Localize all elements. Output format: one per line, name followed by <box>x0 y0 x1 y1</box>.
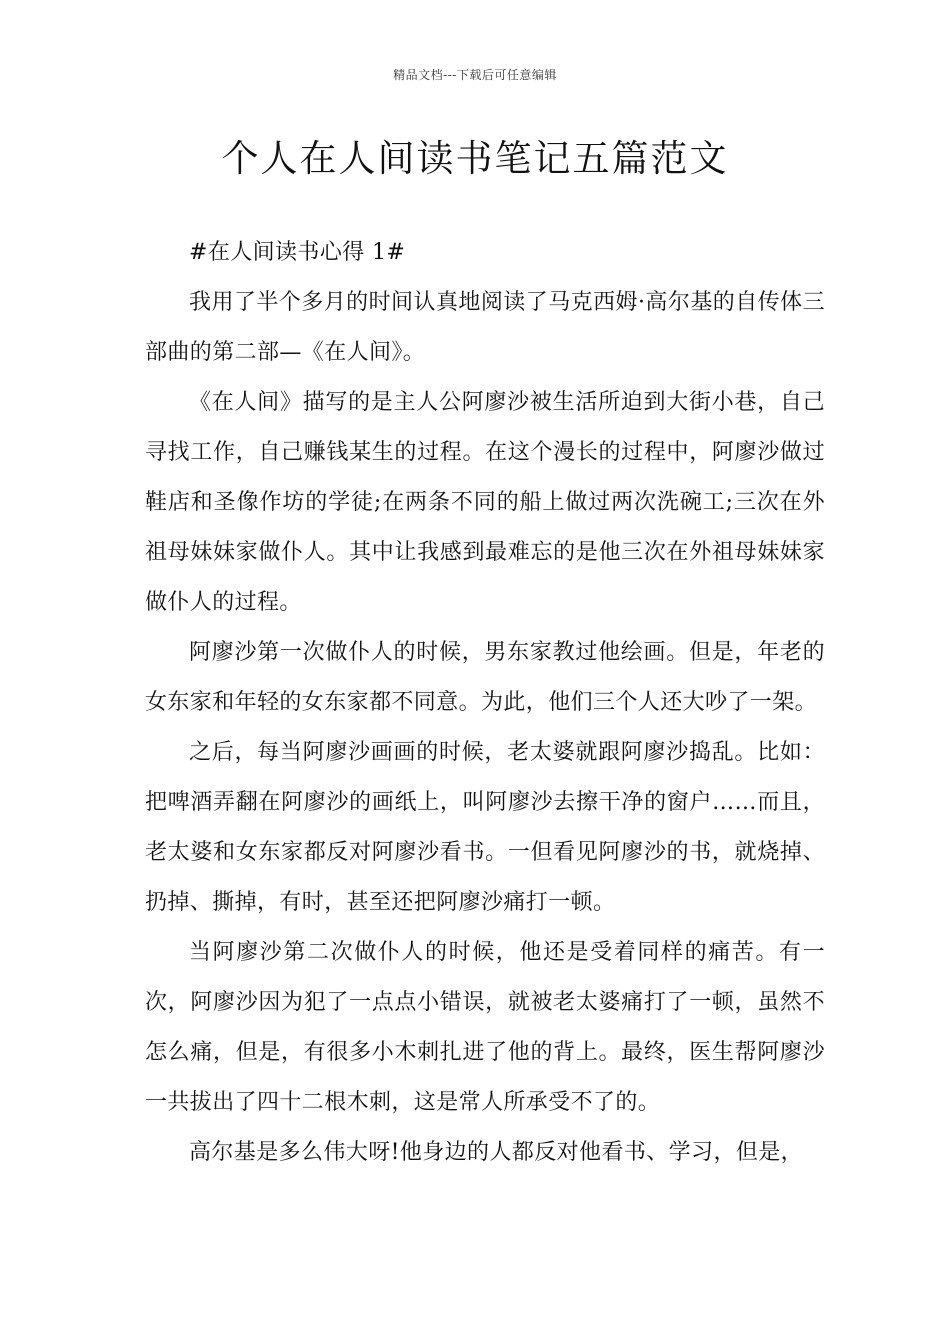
paragraph: 我用了半个多月的时间认真地阅读了马克西姆·高尔基的自传体三部曲的第二部—《在人间》。 <box>145 290 825 365</box>
section-heading: #在人间读书心得 1# <box>189 240 406 265</box>
paragraph: 《在人间》描写的是主人公阿廖沙被生活所迫到大街小巷，自己寻找工作，自己赚钱某生的过程。在这个漫长的过程中，阿廖沙做过鞋店和圣像作坊的学徒;在两条不同的船上做过两次洗碗工;三次在外祖母妹妹家做仆人。其中让我感到最难忘的是他三次在外祖母妹妹家做仆人的过程。 <box>145 390 825 615</box>
paragraph: 高尔基是多么伟大呀!他身边的人都反对他看书、学习，但是， <box>189 1140 804 1165</box>
header-note: 精品文档---下载后可任意编辑 <box>393 68 557 82</box>
paragraph: 阿廖沙第一次做仆人的时候，男东家教过他绘画。但是，年老的女东家和年轻的女东家都不同意。为此，他们三个人还大吵了一架。 <box>145 640 825 715</box>
document-body <box>145 228 825 1178</box>
paragraph: 之后，每当阿廖沙画画的时候，老太婆就跟阿廖沙捣乱。比如：把啤酒弄翻在阿廖沙的画纸上，叫阿廖沙去擦干净的窗户……而且，老太婆和女东家都反对阿廖沙看书。一但看见阿廖沙的书，就烧掉、扔掉、撕掉，有时，甚至还把阿廖沙痛打一顿。 <box>145 740 825 915</box>
paragraph: 当阿廖沙第二次做仆人的时候，他还是受着同样的痛苦。有一次，阿廖沙因为犯了一点点小错误，就被老太婆痛打了一顿，虽然不怎么痛，但是，有很多小木刺扎进了他的背上。最终，医生帮阿廖沙一共拔出了四十二根木刺，这是常人所承受不了的。 <box>145 940 825 1115</box>
document-title: 个人在人间读书笔记五篇范文 <box>221 137 729 180</box>
